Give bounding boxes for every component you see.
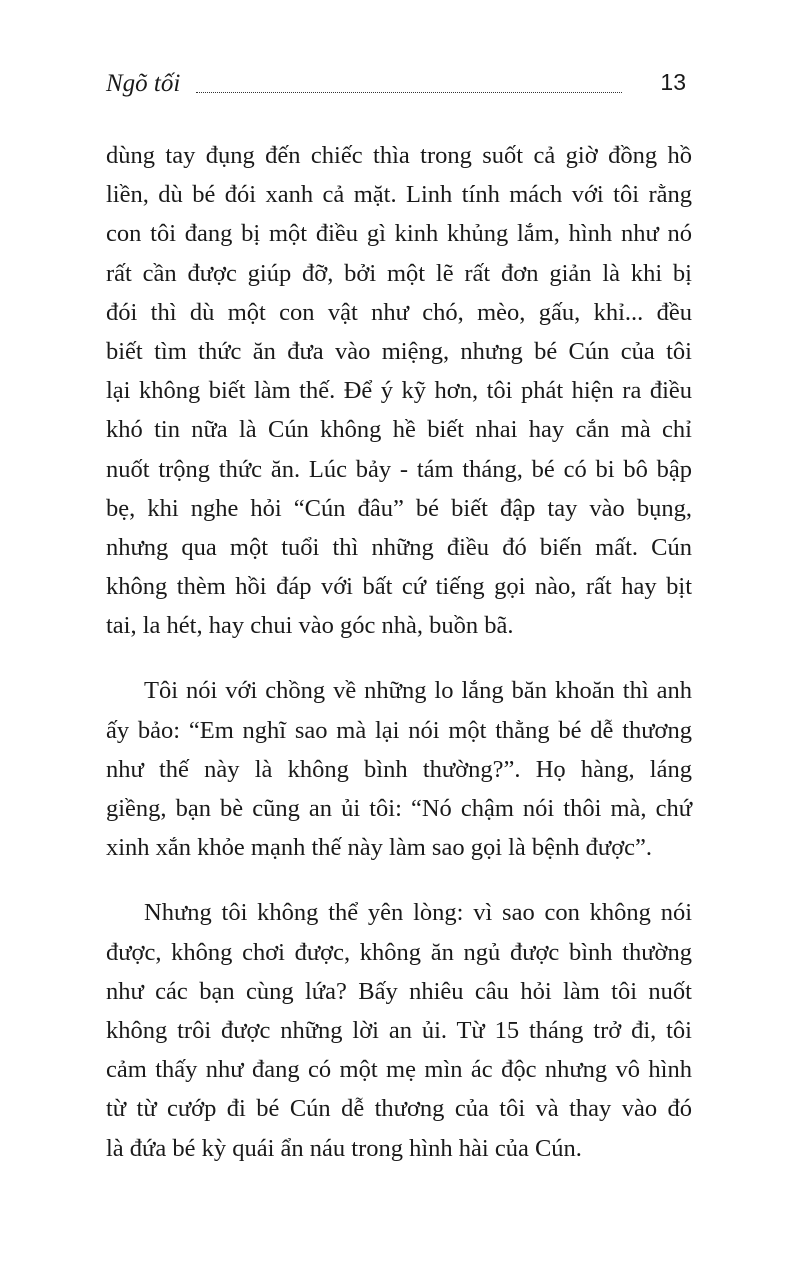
text-line: không trôi được những lời an ủi. Từ 15 tháng trở đi, tôi: [106, 1016, 692, 1044]
text-line: như thế này là không bình thường?”. Họ hàng, láng: [106, 755, 692, 783]
text-line: từ từ cướp đi bé Cún dễ thương của tôi và thay vào đó: [106, 1095, 692, 1123]
text-line: Nhưng tôi không thể yên lòng: vì sao con không nói: [144, 899, 692, 927]
page-number: 13: [660, 69, 686, 95]
text-line: như các bạn cùng lứa? Bấy nhiêu câu hỏi làm tôi nuốt: [106, 977, 692, 1005]
text-line: bẹ, khi nghe hỏi “Cún đâu” bé biết đập tay vào bụng,: [106, 494, 692, 522]
text-line: nhưng qua một tuổi thì những điều đó biến mất. Cún: [106, 533, 692, 561]
text-line: con tôi đang bị một điều gì kinh khủng lắm, hình như nó: [106, 220, 692, 248]
text-line: liền, dù bé đói xanh cả mặt. Linh tính mách với tôi rằng: [106, 181, 692, 209]
text-line: biết tìm thức ăn đưa vào miệng, nhưng bé Cún của tôi: [106, 337, 692, 365]
page-body: [106, 136, 692, 1194]
text-line: là đứa bé kỳ quái ẩn náu trong hình hài của Cún.: [106, 1134, 582, 1162]
text-line: xinh xắn khỏe mạnh thế này làm sao gọi là bệnh được”.: [106, 834, 653, 862]
text-line: khó tin nữa là Cún không hề biết nhai hay cắn mà chỉ: [106, 416, 692, 444]
paragraph-1: [106, 136, 692, 645]
text-line: lại không biết làm thế. Để ý kỹ hơn, tôi phát hiện ra điều: [106, 377, 692, 405]
text-line: nuốt trộng thức ăn. Lúc bảy - tám tháng, bé có bi bô bập: [106, 455, 692, 483]
paragraph-3: [106, 893, 692, 1167]
text-line: không thèm hồi đáp với bất cứ tiếng gọi nào, rất hay bịt: [106, 573, 692, 601]
text-line: Tôi nói với chồng về những lo lắng băn khoăn thì anh: [144, 677, 692, 705]
text-line: được, không chơi được, không ăn ngủ được bình thường: [106, 938, 692, 966]
text-line: rất cần được giúp đỡ, bởi một lẽ rất đơn giản là khi bị: [106, 259, 692, 287]
text-line: tai, la hét, hay chui vào góc nhà, buồn bã.: [106, 612, 514, 640]
text-line: dùng tay đụng đến chiếc thìa trong suốt cả giờ đồng hồ: [106, 142, 692, 169]
text-line: cảm thấy như đang có một mẹ mìn ác độc nhưng vô hình: [106, 1056, 692, 1084]
text-line: giềng, bạn bè cũng an ủi tôi: “Nó chậm nói thôi mà, chứ: [106, 795, 692, 822]
paragraph-2: [106, 671, 692, 867]
running-header: [106, 62, 686, 102]
text-line: ấy bảo: “Em nghĩ sao mà lại nói một thằng bé dễ thương: [106, 716, 692, 744]
chapter-title: Ngõ tối: [106, 70, 181, 97]
text-line: đói thì dù một con vật như chó, mèo, gấu, khỉ... đều: [106, 298, 692, 326]
header-dotted-rule: [196, 92, 622, 93]
